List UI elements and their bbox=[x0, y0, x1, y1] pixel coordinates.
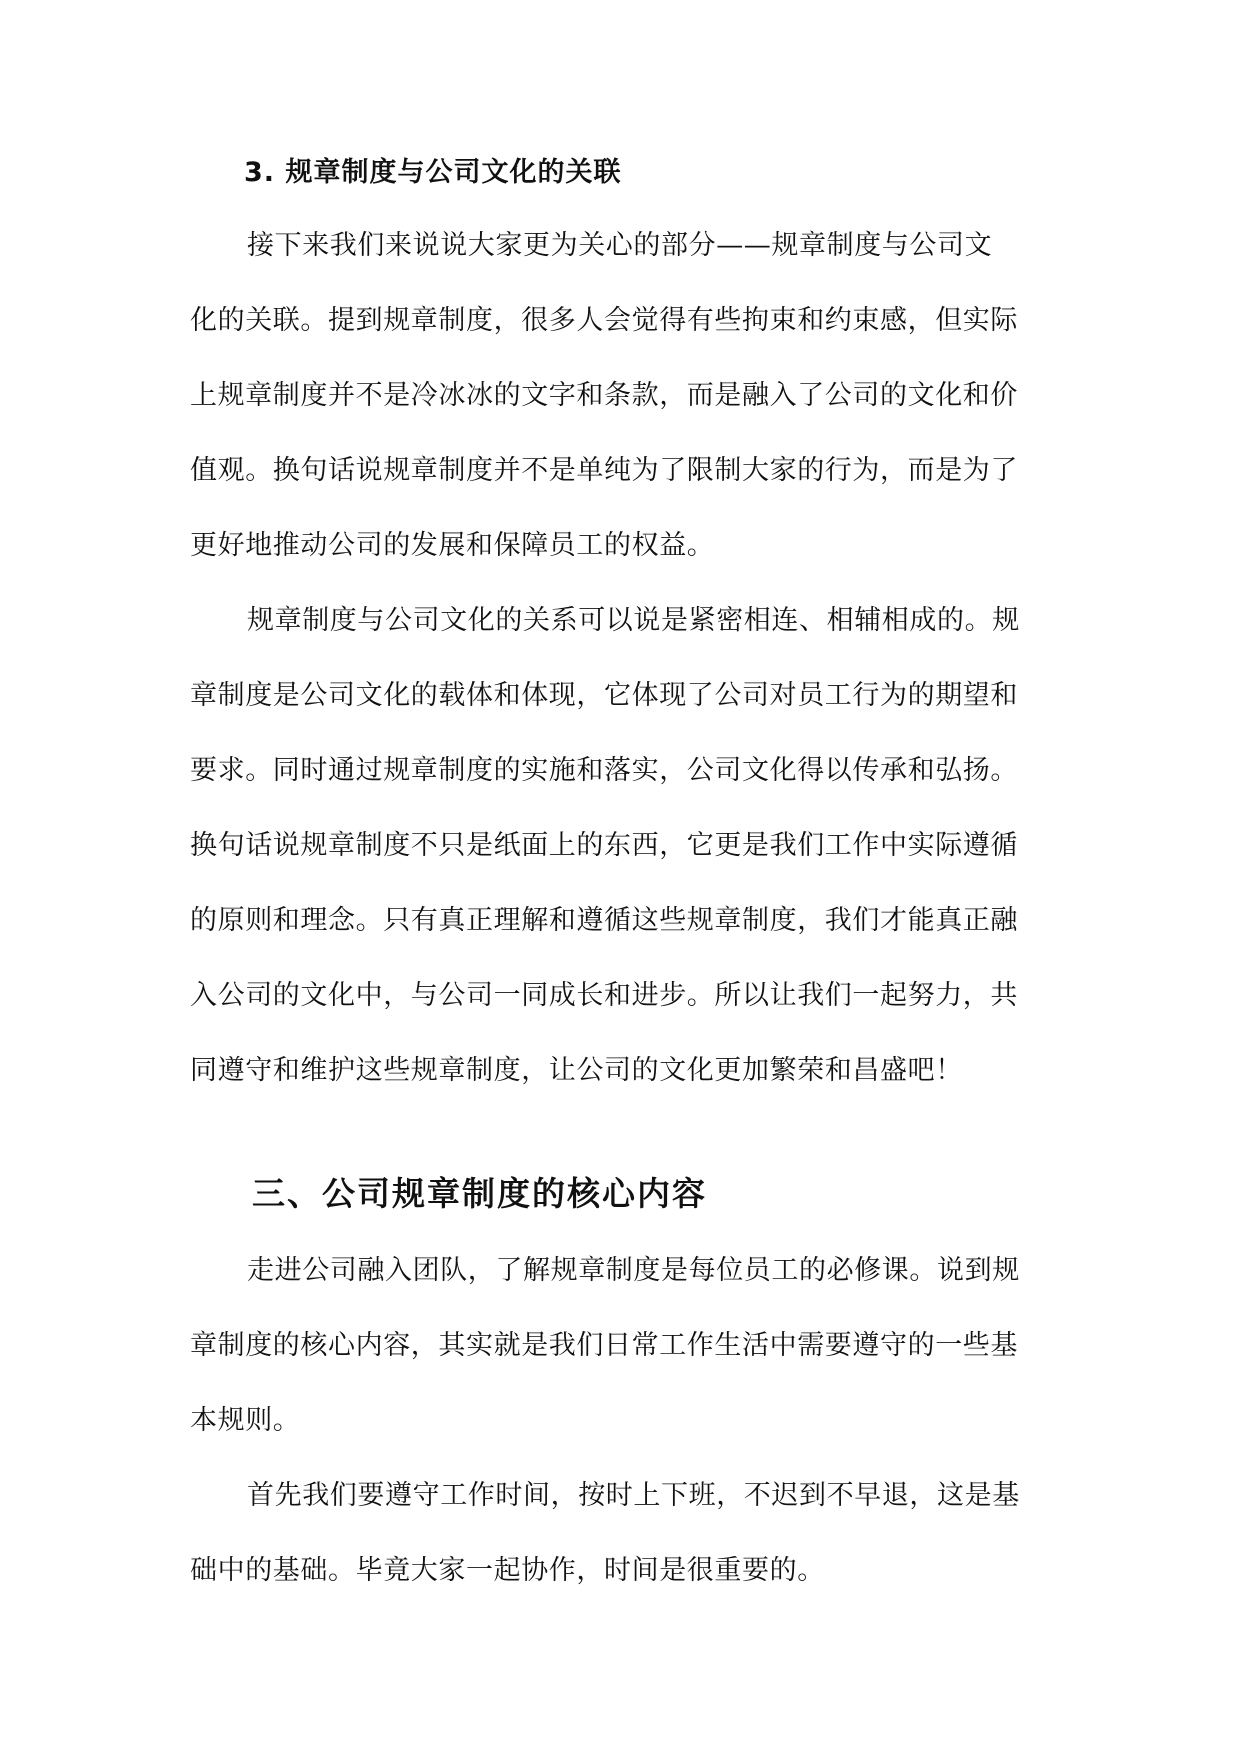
section-heading: 三、公司规章制度的核心内容 bbox=[252, 1174, 707, 1213]
paragraph-line: 更好地推动公司的发展和保障员工的权益。 bbox=[190, 530, 715, 561]
paragraph-line: 同遵守和维护这些规章制度，让公司的文化更加繁荣和昌盛吧！ bbox=[190, 1055, 963, 1086]
paragraph-line: 章制度的核心内容，其实就是我们日常工作生活中需要遵守的一些基 bbox=[190, 1330, 1018, 1361]
paragraph-line: 首先我们要遵守工作时间，按时上下班，不迟到不早退，这是基 bbox=[247, 1480, 1020, 1511]
paragraph-line: 要求。同时通过规章制度的实施和落实，公司文化得以传承和弘扬。 bbox=[190, 755, 1018, 786]
paragraph-line: 的原则和理念。只有真正理解和遵循这些规章制度，我们才能真正融 bbox=[190, 905, 1018, 936]
paragraph-line: 化的关联。提到规章制度，很多人会觉得有些拘束和约束感，但实际 bbox=[190, 305, 1018, 336]
paragraph-line: 换句话说规章制度不只是纸面上的东西，它更是我们工作中实际遵循 bbox=[190, 830, 1018, 861]
paragraph-line: 值观。换句话说规章制度并不是单纯为了限制大家的行为，而是为了 bbox=[190, 455, 1018, 486]
paragraph-line: 接下来我们来说说大家更为关心的部分——规章制度与公司文 bbox=[247, 230, 993, 261]
paragraph-line: 本规则。 bbox=[190, 1405, 301, 1436]
paragraph-line: 走进公司融入团队，了解规章制度是每位员工的必修课。说到规 bbox=[247, 1255, 1020, 1286]
paragraph-line: 章制度是公司文化的载体和体现，它体现了公司对员工行为的期望和 bbox=[190, 680, 1018, 711]
paragraph-line: 础中的基础。毕竟大家一起协作，时间是很重要的。 bbox=[190, 1555, 825, 1586]
subheading: 3. 规章制度与公司文化的关联 bbox=[244, 157, 622, 188]
paragraph-line: 规章制度与公司文化的关系可以说是紧密相连、相辅相成的。规 bbox=[247, 605, 1020, 636]
paragraph-line: 入公司的文化中，与公司一同成长和进步。所以让我们一起努力，共 bbox=[190, 980, 1018, 1011]
paragraph-line: 上规章制度并不是冷冰冰的文字和条款，而是融入了公司的文化和价 bbox=[190, 380, 1018, 411]
